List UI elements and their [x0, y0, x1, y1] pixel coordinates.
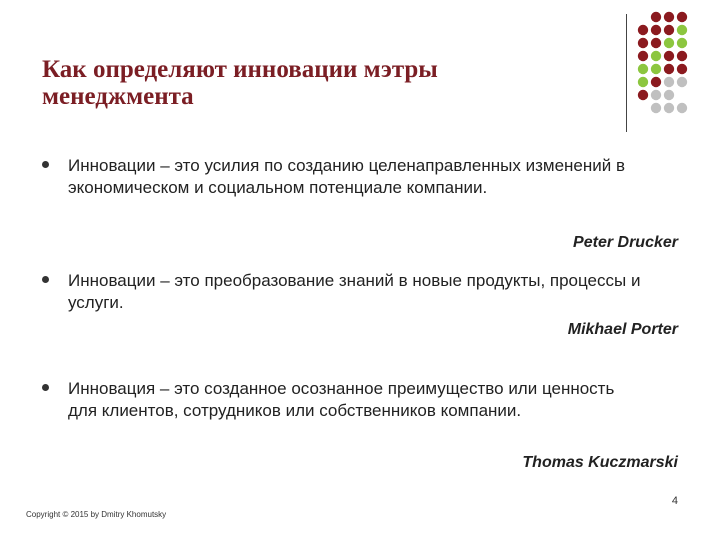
item-author: Thomas Kuczmarski	[522, 454, 678, 471]
decorative-dot	[638, 90, 648, 100]
dot-grid-graphic	[636, 10, 700, 120]
decorative-dot	[677, 64, 687, 74]
decorative-dot	[677, 103, 687, 113]
decorative-dot	[664, 90, 674, 100]
page-number: 4	[671, 495, 678, 507]
decorative-dot	[638, 25, 648, 35]
decorative-dot	[651, 77, 661, 87]
decorative-dot-grid	[636, 10, 700, 120]
copyright-text: Copyright © 2015 by Dmitry Khomutsky	[26, 510, 167, 519]
item-author: Peter Drucker	[573, 234, 678, 251]
bullet-icon	[42, 276, 49, 283]
decorative-vertical-line	[626, 14, 627, 132]
decorative-dot	[664, 64, 674, 74]
item-text: Инновации – это преобразование знаний в новые продукты, процессы и услуги.	[68, 271, 641, 312]
decorative-dot	[664, 38, 674, 48]
decorative-dot	[651, 38, 661, 48]
slide-title: Как определяют инновации мэтры менеджмента	[42, 56, 438, 110]
list-item	[42, 270, 682, 314]
decorative-dot	[664, 51, 674, 61]
decorative-dot	[677, 38, 687, 48]
decorative-dot	[651, 51, 661, 61]
decorative-dot	[677, 12, 687, 22]
decorative-dot	[664, 103, 674, 113]
decorative-dot	[677, 25, 687, 35]
decorative-dot	[638, 51, 648, 61]
decorative-dot	[638, 64, 648, 74]
item-text: Инновации – это усилия по созданию целенаправленных изменений в экономическом и социальном потенциале компании.	[68, 156, 625, 197]
decorative-dot	[651, 103, 661, 113]
decorative-dot	[664, 12, 674, 22]
list-item	[42, 155, 682, 199]
decorative-dot	[677, 51, 687, 61]
decorative-dot	[664, 25, 674, 35]
decorative-dot	[651, 12, 661, 22]
decorative-dot	[664, 77, 674, 87]
list-item	[42, 378, 682, 422]
decorative-dot	[651, 90, 661, 100]
decorative-dot	[677, 77, 687, 87]
decorative-dot	[651, 25, 661, 35]
bullet-icon	[42, 161, 49, 168]
decorative-dot	[651, 64, 661, 74]
item-text: Инновация – это созданное осознанное преимущество или ценность для клиентов, сотрудников или собственников компании.	[68, 379, 615, 420]
decorative-dot	[638, 77, 648, 87]
bullet-icon	[42, 384, 49, 391]
item-author: Mikhael Porter	[567, 321, 678, 338]
decorative-dot	[638, 38, 648, 48]
